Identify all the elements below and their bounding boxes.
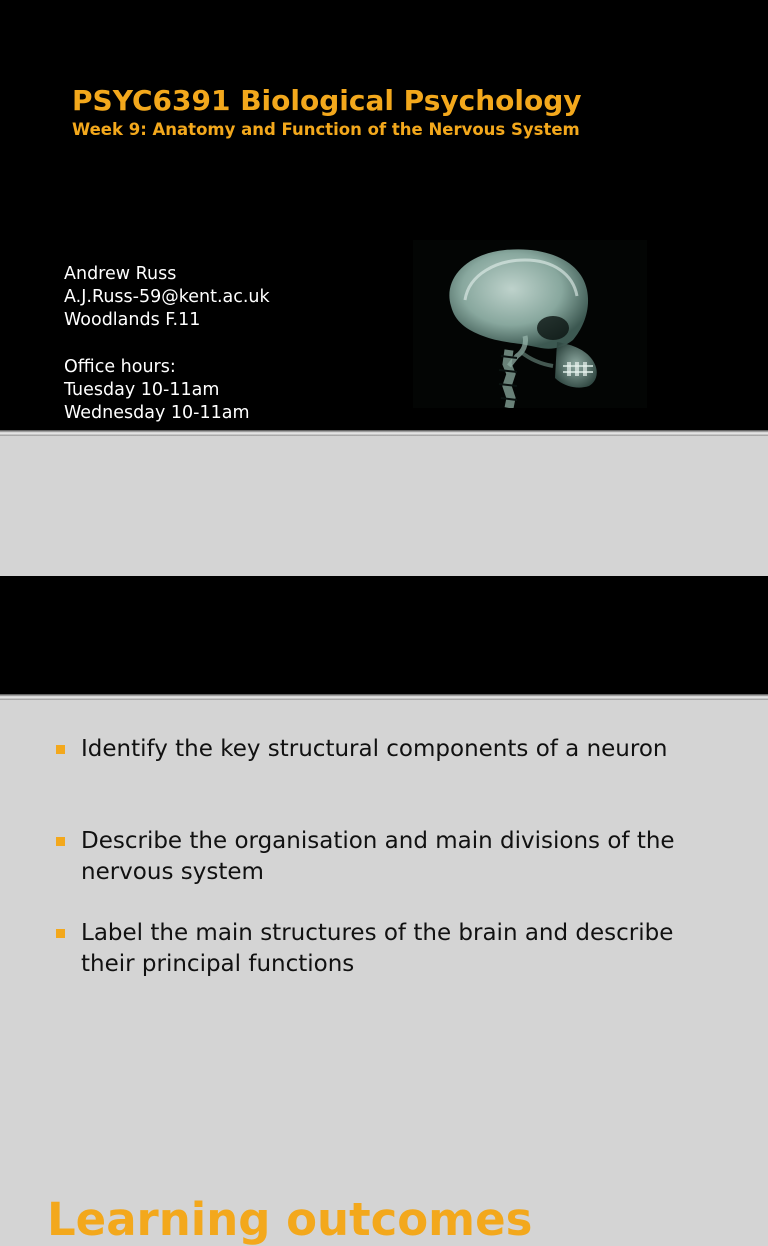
bullet-icon: [56, 745, 65, 754]
lecturer-room: Woodlands F.11: [64, 310, 201, 331]
course-title: PSYC6391 Biological Psychology: [72, 84, 582, 117]
lecturer-name: Andrew Russ: [64, 264, 177, 284]
learning-outcomes-heading: Learning outcomes: [47, 1193, 533, 1246]
lecturer-email: A.J.Russ-59@kent.ac.uk: [64, 287, 270, 308]
lecturer-contact-block: [64, 263, 270, 425]
header-divider: [0, 694, 768, 700]
title-slide: [0, 0, 768, 430]
contact-spacer: [64, 333, 270, 356]
outcome-text: Identify the key structural components of a neuron: [81, 736, 668, 762]
week-subtitle: Week 9: Anatomy and Function of the Nervous System: [72, 120, 580, 139]
office-hours-label: Office hours:: [64, 356, 176, 377]
office-hours-tuesday: Tuesday 10-11am: [64, 379, 220, 400]
office-hours-wednesday: Wednesday 10-11am: [64, 403, 250, 424]
bullet-icon: [56, 837, 65, 846]
outcome-text: Describe the organisation and main divisions of the nervous system: [81, 828, 675, 885]
skull-xray-icon: [413, 240, 647, 408]
outcome-text: Label the main structures of the brain and describe their principal functions: [81, 920, 674, 977]
bullet-icon: [56, 929, 65, 938]
slide-gap: [0, 436, 768, 576]
